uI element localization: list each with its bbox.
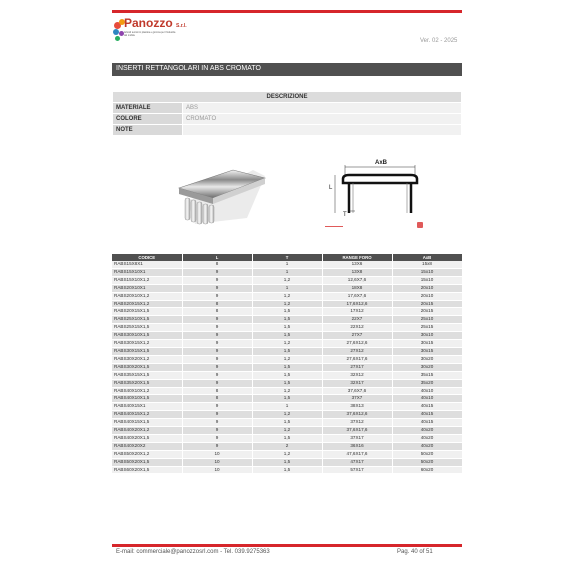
table-row: [112, 411, 462, 419]
cell-t: 1,5: [252, 363, 322, 371]
cell-axb: 50x20: [392, 458, 462, 466]
cell-l: 8: [182, 387, 252, 395]
dim-t-label: T: [343, 212, 347, 218]
table-row: [112, 442, 462, 450]
cell-axb: 15x8: [392, 261, 462, 268]
cell-range: 22X12: [322, 324, 392, 332]
cell-range: 17,6X12,6: [322, 300, 392, 308]
cell-l: 9: [182, 340, 252, 348]
table-row: [112, 276, 462, 284]
cell-code: RABS15X8X1: [112, 261, 182, 268]
table-row: [112, 268, 462, 276]
cell-range: 36X16: [322, 442, 392, 450]
cell-t: 1,5: [252, 332, 322, 340]
cell-range: 57X17: [322, 466, 392, 474]
cell-range: 17,6X7,6: [322, 292, 392, 300]
cell-code: RABS20X15X1,5: [112, 308, 182, 316]
technical-drawing: [325, 155, 430, 230]
cell-code: RABS40X15X1: [112, 403, 182, 411]
cell-t: 2: [252, 442, 322, 450]
cell-l: 9: [182, 363, 252, 371]
cell-t: 1,5: [252, 434, 322, 442]
table-row: [112, 419, 462, 427]
table-row: [112, 379, 462, 387]
cell-range: 17X12: [322, 308, 392, 316]
cell-t: 1,5: [252, 466, 322, 474]
version-label: Ver. 02 - 2025: [420, 38, 458, 44]
cell-l: 9: [182, 379, 252, 387]
cell-l: 9: [182, 347, 252, 355]
cell-t: 1: [252, 261, 322, 268]
header-rule: [112, 10, 462, 13]
cell-axb: 40x15: [392, 411, 462, 419]
cell-axb: 20x15: [392, 308, 462, 316]
cell-axb: 25x10: [392, 316, 462, 324]
cell-l: 10: [182, 450, 252, 458]
table-row: [112, 458, 462, 466]
cell-code: RABS40X10X1,2: [112, 387, 182, 395]
cell-code: RABS30X20X1,2: [112, 355, 182, 363]
footer-rule: [112, 544, 462, 547]
cell-code: RABS60X20X1,5: [112, 466, 182, 474]
table-row: [112, 355, 462, 363]
cell-t: 1,5: [252, 347, 322, 355]
color-value: CROMATO: [183, 114, 462, 125]
table-row: [112, 371, 462, 379]
table-row: [112, 395, 462, 403]
cell-range: 27,6X12,6: [322, 340, 392, 348]
page-number: Pag. 40 of 51: [397, 549, 433, 555]
cell-code: RABS35X20X1,5: [112, 379, 182, 387]
cell-t: 1,2: [252, 450, 322, 458]
cell-axb: 50x20: [392, 450, 462, 458]
cell-axb: 25x15: [392, 324, 462, 332]
cell-axb: 35x20: [392, 379, 462, 387]
cell-code: RABS50X20X1,5: [112, 458, 182, 466]
cell-t: 1,5: [252, 308, 322, 316]
cell-axb: 30x15: [392, 347, 462, 355]
table-body: [112, 261, 462, 474]
drawing-red-mark: [417, 222, 423, 228]
cell-axb: 40x20: [392, 442, 462, 450]
cell-l: 9: [182, 442, 252, 450]
cell-range: 32X17: [322, 379, 392, 387]
cell-range: 12,6X7,6: [322, 276, 392, 284]
table-row: [112, 332, 462, 340]
cell-range: 27,6X17,6: [322, 355, 392, 363]
cell-code: RABS30X15X1,2: [112, 340, 182, 348]
brand-name: Panozzo S.r.l.: [124, 16, 187, 30]
cell-axb: 30x20: [392, 355, 462, 363]
cell-code: RABS15X10X1,2: [112, 276, 182, 284]
table-row: [112, 292, 462, 300]
cell-axb: 30x20: [392, 363, 462, 371]
cell-range: 38X13: [322, 403, 392, 411]
cell-code: RABS40X20X2: [112, 442, 182, 450]
cell-code: RABS20X15X1,2: [112, 300, 182, 308]
drawing-note-line: [325, 226, 343, 227]
cell-range: 37X7: [322, 395, 392, 403]
cell-range: 22X7: [322, 316, 392, 324]
table-row: [112, 324, 462, 332]
cell-t: 1,5: [252, 371, 322, 379]
table-header-row: [112, 254, 462, 261]
col-header-code: CODICE: [112, 254, 182, 261]
cell-axb: 15x10: [392, 268, 462, 276]
col-header-axb: AxB: [392, 254, 462, 261]
cell-t: 1,2: [252, 300, 322, 308]
table-row: [112, 387, 462, 395]
cell-t: 1,5: [252, 316, 322, 324]
cell-l: 9: [182, 284, 252, 292]
cell-l: 9: [182, 268, 252, 276]
cell-axb: 40x15: [392, 419, 462, 427]
cell-code: RABS40X15X1,2: [112, 411, 182, 419]
cell-l: 9: [182, 332, 252, 340]
cell-l: 9: [182, 292, 252, 300]
cell-t: 1,2: [252, 355, 322, 363]
cell-l: 9: [182, 371, 252, 379]
footer-contact: E-mail: commerciale@panozzosrl.com - Tel. 039.9275363: [116, 549, 270, 555]
cell-axb: 40x10: [392, 387, 462, 395]
cell-code: RABS15X10X1: [112, 268, 182, 276]
col-header-l: L: [182, 254, 252, 261]
cell-t: 1,2: [252, 387, 322, 395]
cell-axb: 35x15: [392, 371, 462, 379]
brand-tagline: Articoli tecnici in plastica e gomma per l'industria del mobile: [124, 31, 176, 38]
cell-code: RABS40X15X1,5: [112, 419, 182, 427]
cell-l: 9: [182, 355, 252, 363]
cell-code: RABS25X15X1,5: [112, 324, 182, 332]
color-label: COLORE: [113, 114, 183, 125]
cell-l: 9: [182, 316, 252, 324]
table-row: [112, 450, 462, 458]
cell-l: 9: [182, 419, 252, 427]
cell-l: 10: [182, 466, 252, 474]
cell-t: 1,5: [252, 324, 322, 332]
cell-l: 8: [182, 300, 252, 308]
cell-axb: 40x20: [392, 434, 462, 442]
table-row: [112, 403, 462, 411]
cell-l: 10: [182, 458, 252, 466]
cell-axb: 20x10: [392, 292, 462, 300]
cell-range: 47X17: [322, 458, 392, 466]
cell-range: 47,6X17,6: [322, 450, 392, 458]
table-row: [112, 347, 462, 355]
col-header-range: RANGE FORO: [322, 254, 392, 261]
dim-axb-label: AxB: [375, 160, 388, 166]
notes-value: [183, 125, 462, 136]
cell-t: 1,2: [252, 340, 322, 348]
cell-t: 1,5: [252, 379, 322, 387]
cell-range: 37,6X17,6: [322, 427, 392, 435]
cell-t: 1,5: [252, 395, 322, 403]
cell-l: 8: [182, 261, 252, 268]
cell-code: RABS20X10X1,2: [112, 292, 182, 300]
cell-range: 27X7: [322, 332, 392, 340]
cell-code: RABS25X10X1,5: [112, 316, 182, 324]
cell-range: 18X8: [322, 284, 392, 292]
section-title: INSERTI RETTANGOLARI IN ABS CROMATO: [116, 65, 261, 72]
cell-range: 32X12: [322, 371, 392, 379]
cell-l: 9: [182, 427, 252, 435]
dim-l-label: L: [329, 185, 333, 191]
cell-axb: 20x10: [392, 284, 462, 292]
cell-code: RABS35X15X1,5: [112, 371, 182, 379]
cell-axb: 20x15: [392, 300, 462, 308]
cell-axb: 30x15: [392, 340, 462, 348]
cell-code: RABS20X10X1: [112, 284, 182, 292]
cell-t: 1: [252, 284, 322, 292]
cell-range: 13X6: [322, 261, 392, 268]
cell-code: RABS40X10X1,5: [112, 395, 182, 403]
cell-range: 13X8: [322, 268, 392, 276]
cell-l: 8: [182, 308, 252, 316]
table-row: [112, 434, 462, 442]
cell-range: 27X17: [322, 363, 392, 371]
cell-range: 37X17: [322, 434, 392, 442]
description-table: [112, 91, 462, 136]
material-value: ABS: [183, 103, 462, 114]
cell-l: 8: [182, 395, 252, 403]
cell-range: 27X12: [322, 347, 392, 355]
table-row: [112, 308, 462, 316]
cell-code: RABS30X20X1,5: [112, 363, 182, 371]
section-title-bar: [112, 63, 462, 76]
table-row: [112, 261, 462, 268]
cell-code: RABS30X10X1,5: [112, 332, 182, 340]
cell-code: RABS40X20X1,5: [112, 434, 182, 442]
cell-t: 1,2: [252, 292, 322, 300]
cell-l: 9: [182, 434, 252, 442]
cell-code: RABS40X20X1,2: [112, 427, 182, 435]
table-row: [112, 284, 462, 292]
cell-axb: 40x20: [392, 427, 462, 435]
cell-l: 9: [182, 276, 252, 284]
cell-code: RABS30X15X1,5: [112, 347, 182, 355]
table-row: [112, 427, 462, 435]
table-row: [112, 300, 462, 308]
cell-l: 9: [182, 324, 252, 332]
cell-t: 1,2: [252, 276, 322, 284]
product-photo: [165, 158, 275, 228]
cell-range: 37,6X12,6: [322, 411, 392, 419]
table-row: [112, 316, 462, 324]
cell-t: 1,5: [252, 458, 322, 466]
cell-axb: 15x10: [392, 276, 462, 284]
cell-l: 9: [182, 411, 252, 419]
col-header-t: T: [252, 254, 322, 261]
cell-t: 1,2: [252, 427, 322, 435]
description-heading: DESCRIZIONE: [113, 92, 462, 103]
cell-axb: 40x10: [392, 395, 462, 403]
cell-axb: 30x10: [392, 332, 462, 340]
cell-code: RABS50X20X1,2: [112, 450, 182, 458]
table-row: [112, 340, 462, 348]
material-label: MATERIALE: [113, 103, 183, 114]
cell-t: 1,5: [252, 419, 322, 427]
cell-range: 37,6X7,6: [322, 387, 392, 395]
notes-label: NOTE: [113, 125, 183, 136]
table-row: [112, 363, 462, 371]
cell-t: 1: [252, 268, 322, 276]
table-row: [112, 466, 462, 474]
cell-t: 1,2: [252, 411, 322, 419]
cell-range: 37X12: [322, 419, 392, 427]
product-table: [112, 254, 463, 474]
cell-axb: 60x20: [392, 466, 462, 474]
cell-t: 1: [252, 403, 322, 411]
cell-l: 9: [182, 403, 252, 411]
cell-axb: 40x15: [392, 403, 462, 411]
